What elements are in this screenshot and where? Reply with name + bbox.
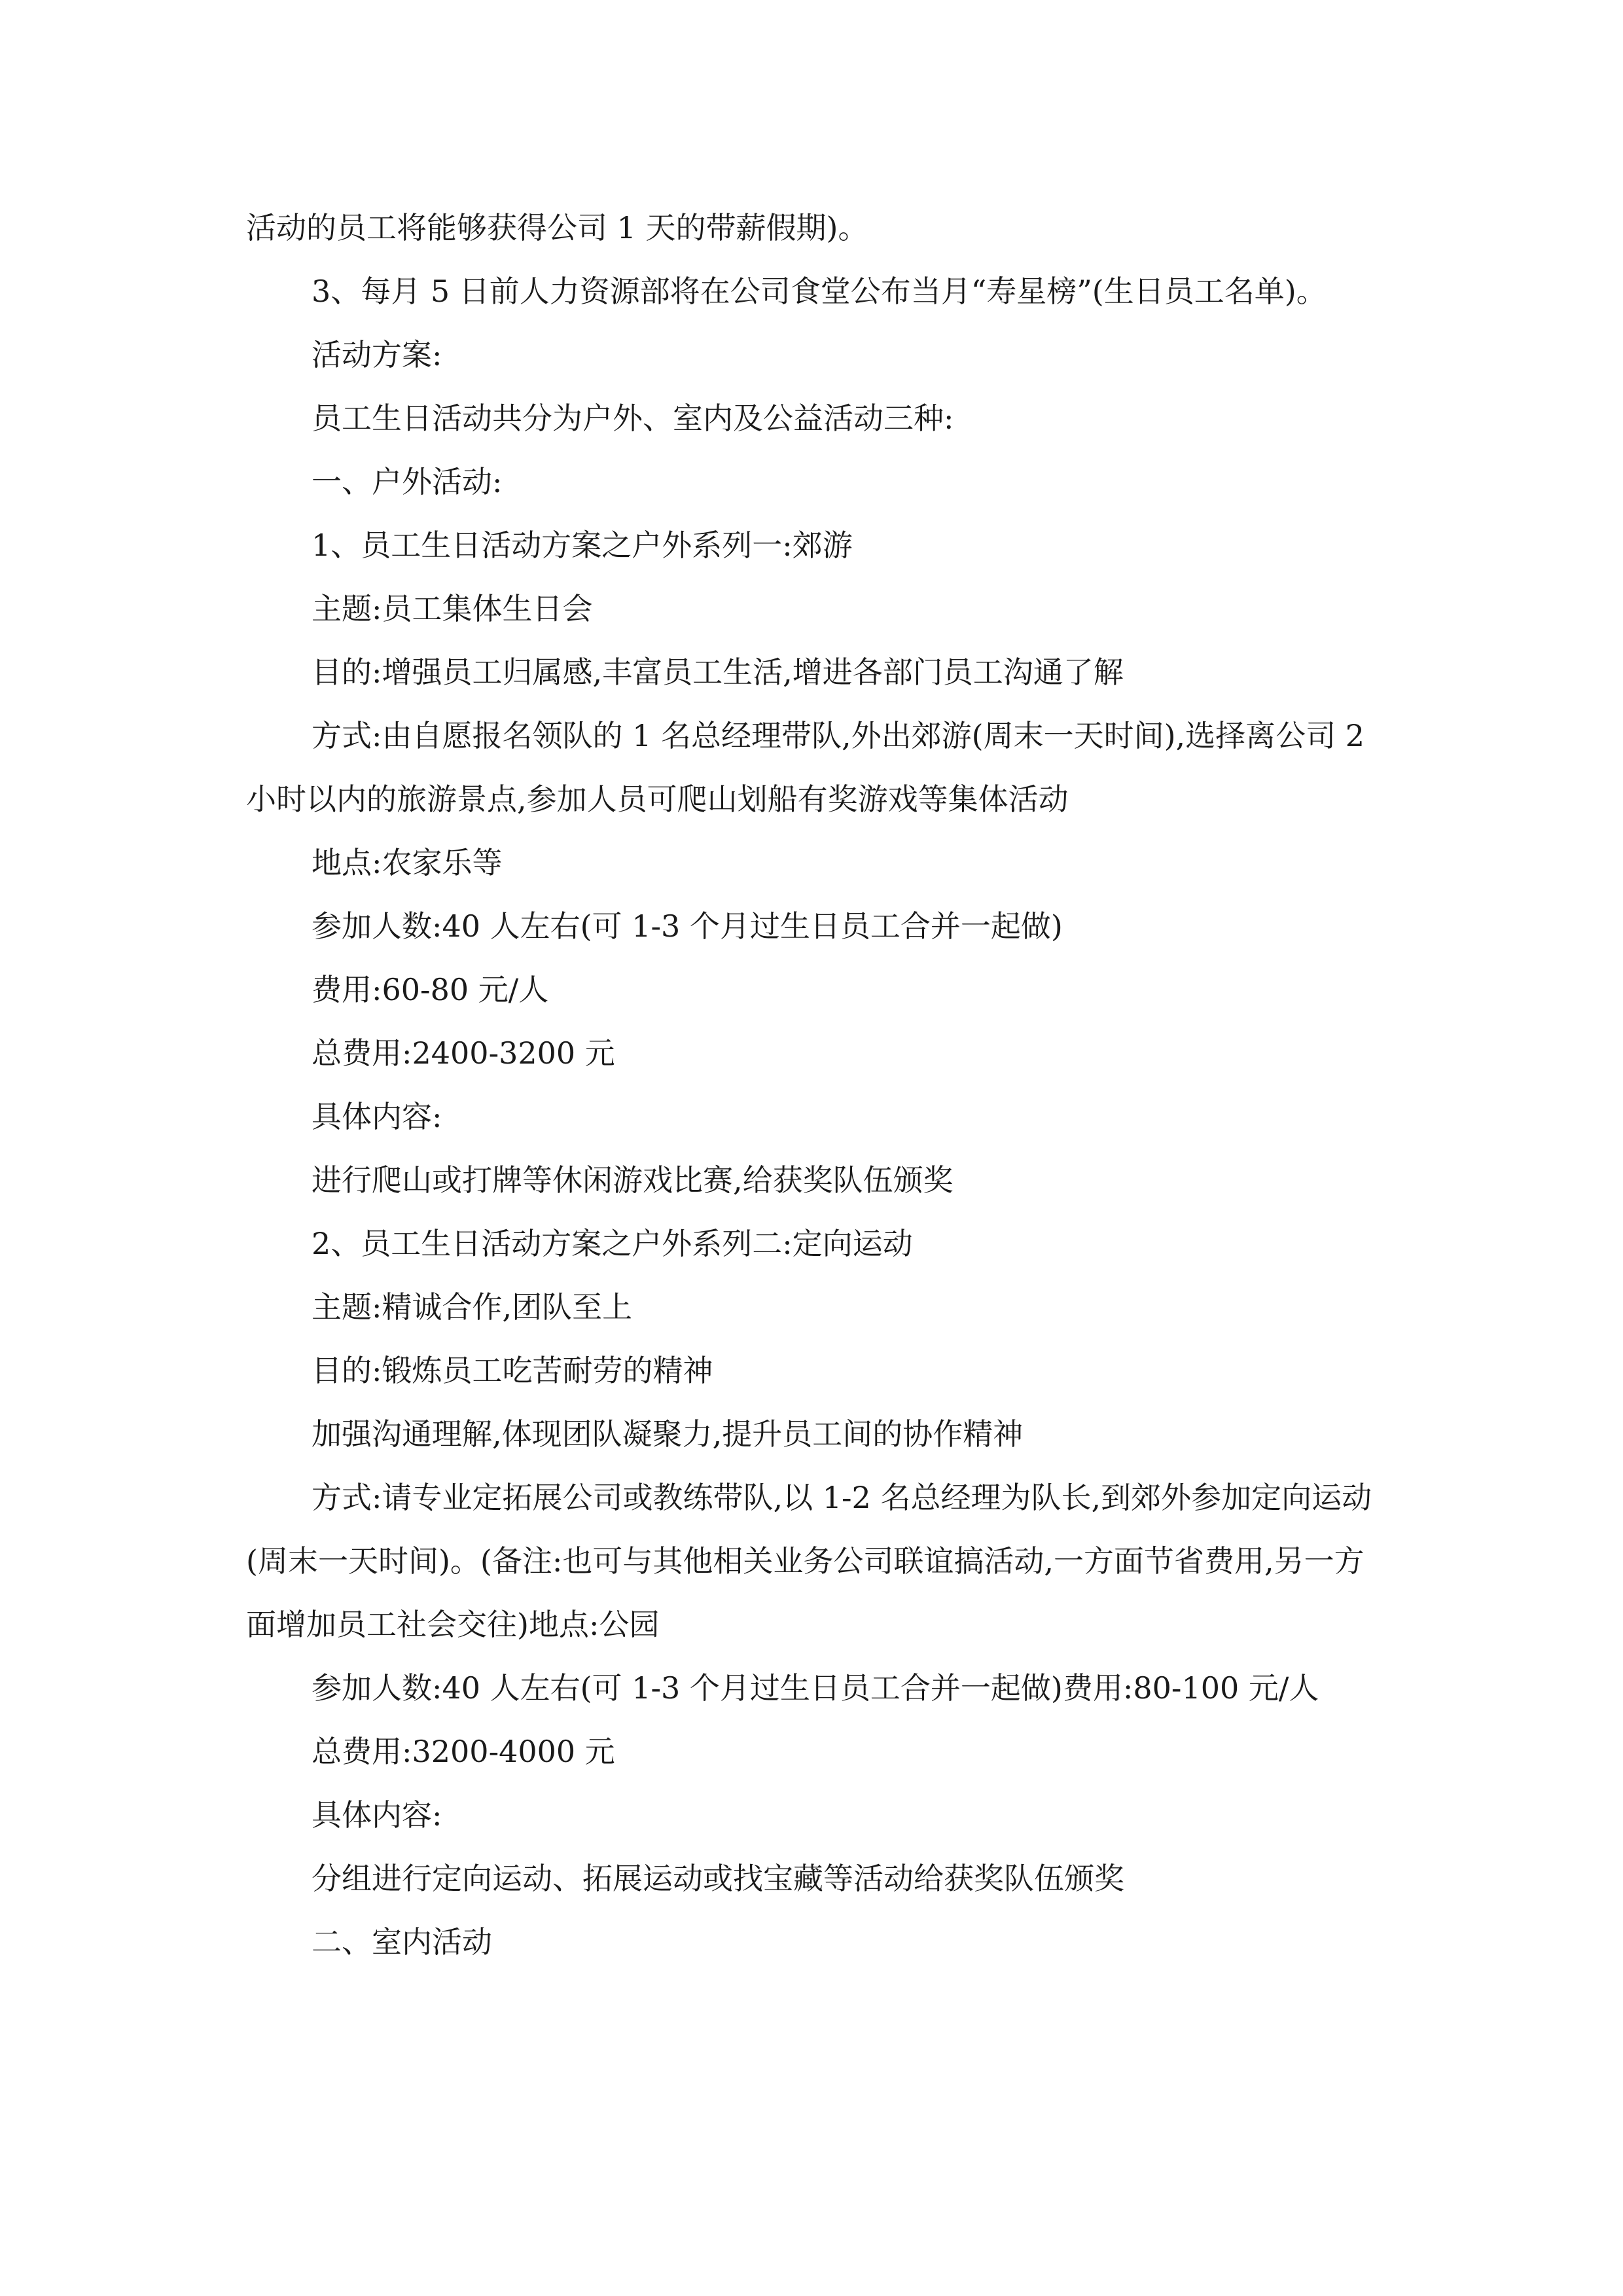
section-heading: 一、户外活动: bbox=[312, 464, 503, 499]
paragraph: 参加人数:40 人左右(可 1-3 个月过生日员工合并一起做) bbox=[312, 908, 1063, 944]
paragraph: 具体内容: bbox=[312, 1797, 442, 1833]
section-heading: 活动方案: bbox=[312, 337, 442, 372]
section-heading: 二、室内活动 bbox=[312, 1924, 492, 1960]
paragraph: 主题:员工集体生日会 bbox=[312, 591, 593, 626]
subsection-heading: 1、员工生日活动方案之户外系列一:郊游 bbox=[312, 528, 853, 563]
paragraph: 进行爬山或打牌等休闲游戏比赛,给获奖队伍颁奖 bbox=[312, 1162, 954, 1198]
paragraph: 3、每月 5 日前人力资源部将在公司食堂公布当月“寿星榜”(生日员工名单)。 bbox=[312, 274, 1327, 309]
paragraph: 具体内容: bbox=[312, 1099, 442, 1134]
paragraph: 参加人数:40 人左右(可 1-3 个月过生日员工合并一起做)费用:80-100 元/人 bbox=[312, 1670, 1319, 1706]
paragraph: 地点:农家乐等 bbox=[312, 845, 503, 880]
subsection-heading: 2、员工生日活动方案之户外系列二:定向运动 bbox=[312, 1226, 913, 1261]
paragraph: 目的:增强员工归属感,丰富员工生活,增进各部门员工沟通了解 bbox=[312, 655, 1124, 690]
paragraph: 活动的员工将能够获得公司 1 天的带薪假期)。 bbox=[246, 210, 868, 245]
paragraph: 方式:由自愿报名领队的 1 名总经理带队,外出郊游(周末一天时间),选择离公司 2 小时以内的旅游景点,参加人员可爬山划船有奖游戏等集体活动 bbox=[246, 718, 1365, 817]
paragraph: 方式:请专业定拓展公司或教练带队,以 1-2 名总经理为队长,到郊外参加定向运动(周末一天时间)。(备注:也可与其他相关业务公司联谊搞活动,一方面节省费用,另一方面增加员工社会交往)地点:公园 bbox=[246, 1480, 1372, 1642]
paragraph: 总费用:3200-4000 元 bbox=[312, 1734, 615, 1769]
paragraph: 员工生日活动共分为户外、室内及公益活动三种: bbox=[312, 401, 954, 436]
paragraph: 加强沟通理解,体现团队凝聚力,提升员工间的协作精神 bbox=[312, 1416, 1024, 1452]
paragraph: 费用:60-80 元/人 bbox=[312, 972, 549, 1007]
paragraph: 分组进行定向运动、拓展运动或找宝藏等活动给获奖队伍颁奖 bbox=[312, 1861, 1124, 1896]
document-body bbox=[246, 196, 1385, 1974]
paragraph: 目的:锻炼员工吃苦耐劳的精神 bbox=[312, 1353, 713, 1388]
paragraph: 总费用:2400-3200 元 bbox=[312, 1035, 615, 1071]
paragraph: 主题:精诚合作,团队至上 bbox=[312, 1289, 633, 1325]
